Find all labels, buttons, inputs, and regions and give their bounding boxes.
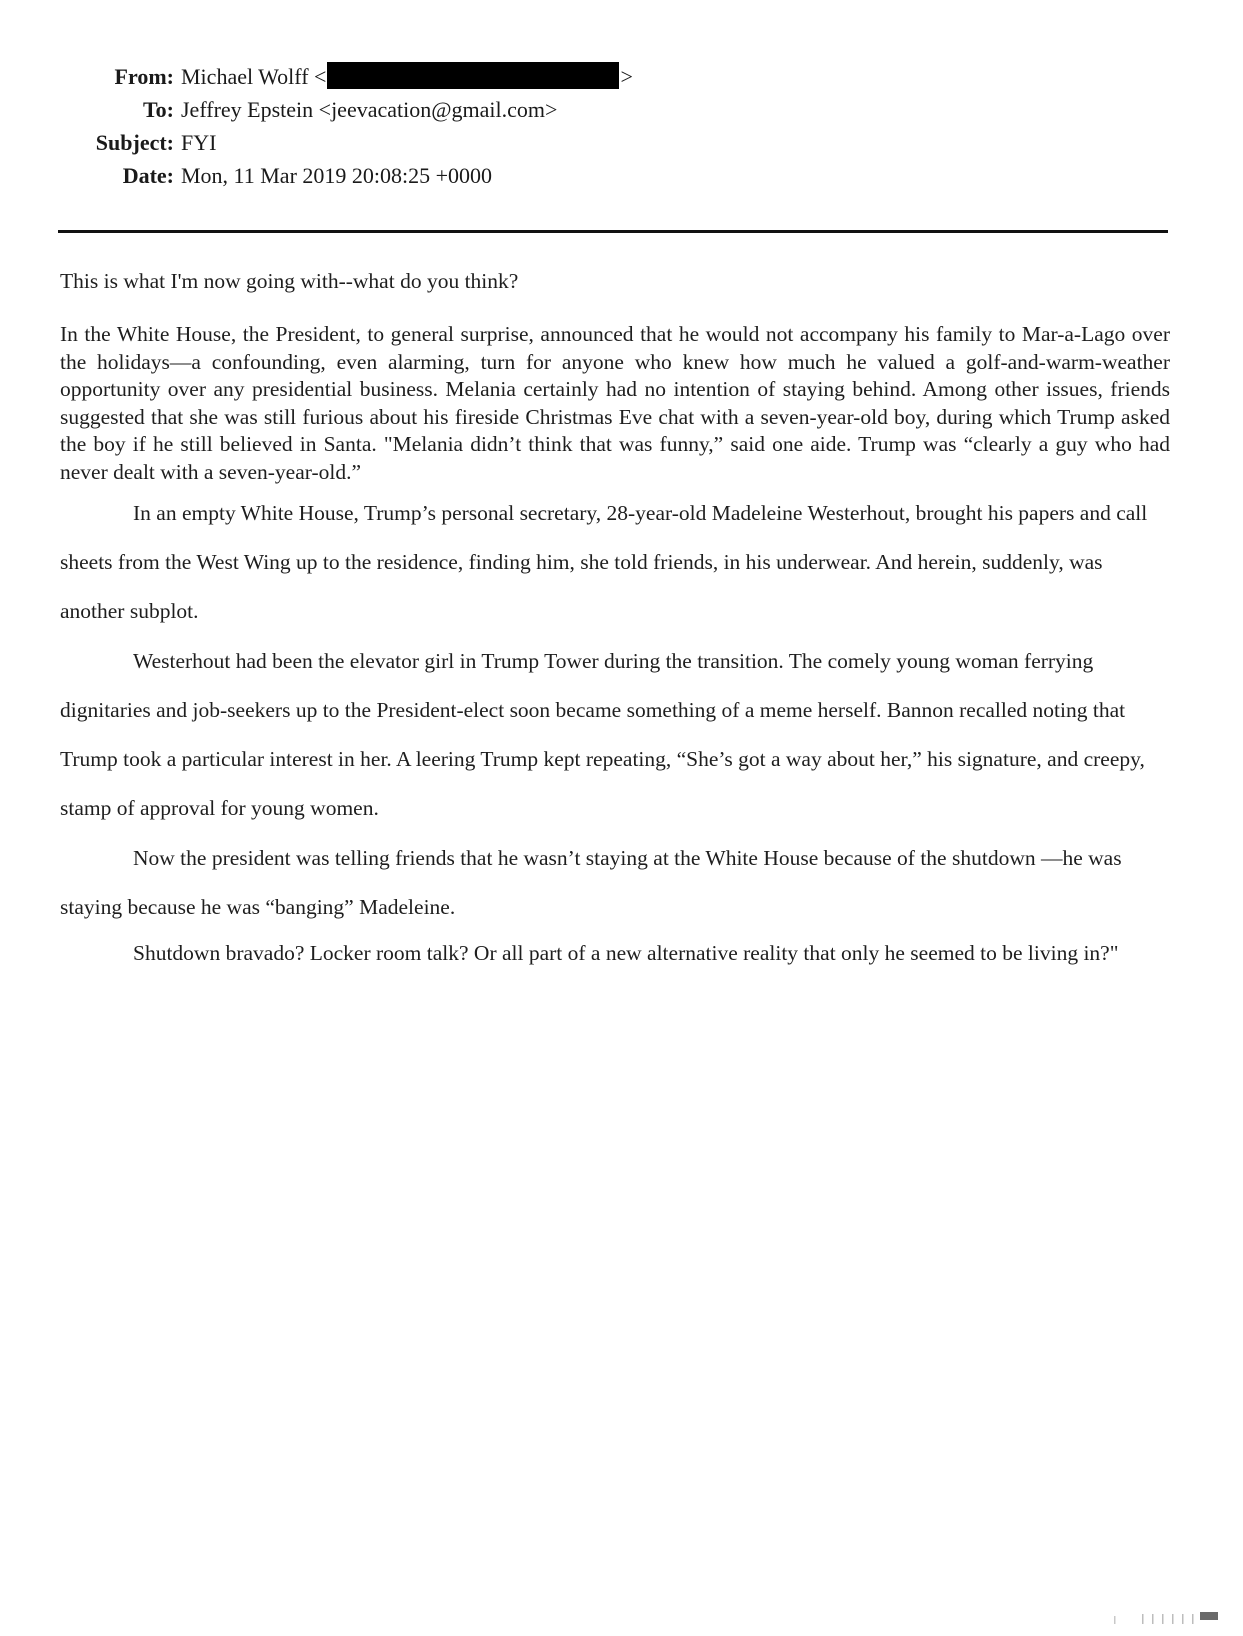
date-value: Mon, 11 Mar 2019 20:08:25 +0000 bbox=[181, 163, 493, 188]
paragraph-5: Shutdown bravado? Locker room talk? Or all part of a new alternative reality that only he seemed to be living in?" bbox=[133, 941, 1119, 965]
subject-row bbox=[0, 128, 1243, 158]
date-label: Date: bbox=[122, 163, 174, 188]
to-row bbox=[0, 95, 1243, 125]
header-divider bbox=[58, 230, 1168, 233]
paragraph-4: Now the president was telling friends that he wasn’t staying at the White House because of the shutdown —he was staying because he was “banging” Madeleine. bbox=[60, 846, 1122, 919]
from-row bbox=[0, 62, 1243, 92]
from-value bbox=[181, 62, 633, 92]
paragraph-1: In the White House, the President, to general surprise, announced that he would not accompany his family to Mar-a-Lago over the holidays—a confounding, even alarming, turn for anyone who knew how much he valued a golf-and-warm-weather opportunity over any presidential business. Melania certainly had no intention of staying behind. Among other issues, friends suggested that she was still furious about his fireside Christmas Eve chat with a seven-year-old boy, during which Trump asked the boy if he still believed in Santa. "Melania didn’t think that was funny,” said one aide. Trump was “clearly a guy who had never dealt with a seven-year-old.” bbox=[60, 322, 1170, 484]
paragraph-3: Westerhout had been the elevator girl in Trump Tower during the transition. The comely young woman ferrying dignitaries and job-seekers up to the President-elect soon became something of a meme herself. Bannon recalled noting that Trump took a particular interest in her. A leering Trump kept repeating, “She’s got a way about her,” his signature, and creepy, stamp of approval for young women. bbox=[60, 649, 1145, 820]
subject-value: FYI bbox=[181, 130, 217, 155]
to-label: To: bbox=[143, 97, 174, 122]
redaction-box bbox=[327, 62, 619, 89]
from-bracket: > bbox=[620, 64, 633, 89]
from-label: From: bbox=[114, 64, 174, 89]
from-name: Michael Wolff < bbox=[181, 64, 327, 89]
date-row bbox=[0, 161, 1243, 191]
scan-artifact bbox=[1112, 1612, 1220, 1624]
paragraph-2: In an empty White House, Trump’s personal secretary, 28-year-old Madeleine Westerhout, brought his papers and call sheets from the West Wing up to the residence, finding him, she told friends, in his underwear. And herein, suddenly, was another subplot. bbox=[60, 501, 1148, 623]
subject-label: Subject: bbox=[95, 130, 174, 155]
intro-line: This is what I'm now going with--what do you think? bbox=[60, 269, 519, 293]
to-value: Jeffrey Epstein <jeevacation@gmail.com> bbox=[181, 97, 558, 122]
